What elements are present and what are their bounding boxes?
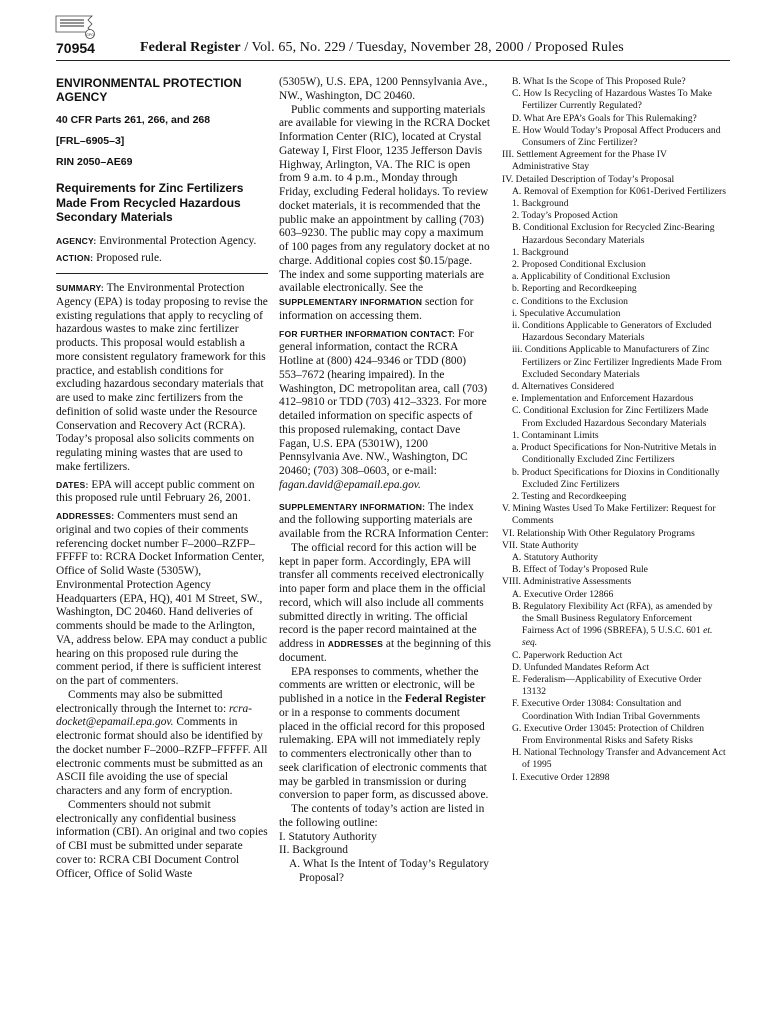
public-comments-paragraph [279,104,491,324]
addresses-label: ADDRESSES: [56,511,115,521]
outline-item: e. Implementation and Enforcement Hazardous [512,393,694,405]
outline-item: IV. Detailed Description of Today’s Proposal [502,173,675,185]
official-tail: at the beginning of this document. [279,638,491,664]
outline-item: iii. Conditions Applicable to Manufacturers of Zinc Fertilizers or Zinc Fertilizer Ingredients Made From Excluded Secondary Materials [512,344,722,380]
outline-item: 2. Today’s Proposed Action [512,210,618,222]
dates-paragraph [56,479,268,507]
agency-heading: ENVIRONMENTAL PROTECTION AGENCY [56,76,242,104]
further-info-text: For general information, contact the RCRA Hotline at (800) 424–9346 or TDD (800) 553–7672 (hearing impaired). In the Washington, DC metropolitan area, call (703) 412–9810 or TDD (703) 412–3323. For more detailed information on specific aspects of this proposed rulemaking, contact Dave Fagan, U.S. EPA (5301W), 1200 Pennsylvania Ave. NW., Washington, DC 20460; (703) 308–0603, or e-mail: [279,327,488,477]
outline-item: b. Reporting and Recordkeeping [512,283,637,295]
outline-item: a. Applicability of Conditional Exclusion [512,271,671,283]
outline-item: B. Effect of Today’s Proposed Rule [512,564,648,576]
header-citation: / Vol. 65, No. 229 / Tuesday, November 28, 2000 / Proposed Rules [244,40,624,55]
docket-email-link[interactable]: rcra-docket@epamail.epa.gov. [56,702,253,729]
supplementary-paragraph [279,501,491,542]
summary-text: The Environmental Protection Agency (EPA) is today proposing to revise the existing regulations that apply to recycling of hazardous wastes to make zinc fertilizer products. This proposal would establish a more consistent regulatory framework for this practice, and establish conditions for excluding hazardous secondary materials that are used to make zinc fertilizers from the definition of solid waste under the Resource Conservation and Recovery Act (RCRA). Today’s proposal also solicits comments on regulating mining wastes that are used to make fertilizers. [56,282,268,473]
outline-item: a. Product Specifications for Non-Nutritive Metals in Conditionally Excluded Zinc Fertilizers [512,442,717,466]
frl-number: [FRL–6905–3] [56,135,125,147]
outline-item: 2. Testing and Recordkeeping [512,490,627,502]
outline-item: i. Speculative Accumulation [512,307,621,319]
official-text: The official record for this action will be kept in paper form. Accordingly, EPA will transfer all comments received electronically into paper form and place them in the official record, which will also include all comments submitted directly in writing. The official record is the paper record maintained at the address in [279,541,486,650]
summary-label: SUMMARY: [56,283,104,293]
dates-label: DATES: [56,479,89,490]
responses-text-b: or in a response to comments document placed in the official record for this proposed rulemaking. EPA will not immediately reply to commenters electronically other than to seek clarification of electronic comments that may be garbled in transmission or during conversion to paper form, as discussed above. [279,706,489,802]
outline-item: E. Federalism—Applicability of Executive Order 13132 [512,673,702,698]
addresses-text: Commenters must send an original and two copies of their comments referencing docket number F–2000–RZFP–FFFFF to: RCRA Docket Information Center, Office of Solid Waste (5305W), Environmental Protection Agency Headquarters (EPA, HQ), 401 M Street, SW., Washington, DC 20460. Hand deliveries of comments should be made to the Arlington, VA, address below. EPA may conduct a public hearing on this proposed rule during the comment period, if there is sufficient interest on the part of commenters. [56,510,267,687]
outline-item: 1. Background [512,246,569,258]
contents-paragraph: The contents of today’s action are listed in the following outline: [279,803,485,829]
further-info-label: FOR FURTHER INFORMATION CONTACT: [279,328,456,339]
supplementary-label: SUPPLEMENTARY INFORMATION: [279,501,426,512]
outline-item: C. Paperwork Reduction Act [512,649,623,661]
agency-line [56,235,268,249]
outline-item: D. Unfunded Mandates Reform Act [512,661,650,673]
cfr-parts: 40 CFR Parts 261, 266, and 268 [56,114,211,126]
outline-item-italic: et. seq. [522,625,713,649]
electronic-rest: Comments in electronic format should also be identified by the docket number F–2000–RZFP–FFFFF. All electronic comments must be submitted as an ASCII file avoiding the use of special characters and any form of encryption. [56,716,268,797]
cbi-paragraph: Commenters should not submit electronically any confidential business information (CBI). An original and two copies of CBI must be submitted under separate cover to: RCRA CBI Document Control Officer, Office of Solid Waste [56,798,268,880]
outline-item: A. Statutory Authority [512,551,599,563]
public-tail: section for information on accessing them. [279,296,474,322]
outline-item: c. Conditions to the Exclusion [512,295,628,307]
outline-item: I. Statutory Authority [279,830,377,843]
outline-item: D. What Are EPA’s Goals for This Rulemaking? [512,112,697,124]
outline-item: B. Conditional Exclusion for Recycled Zinc-Bearing Hazardous Secondary Materials [512,222,715,246]
outline-item: H. National Technology Transfer and Advancement Act of 1995 [512,747,726,771]
outline-item: G. Executive Order 13045: Protection of Children From Environmental Risks and Safety Risks [512,722,705,746]
header-rule [56,60,730,61]
action-label: ACTION: [56,253,94,264]
outline-item: VI. Relationship With Other Regulatory Programs [502,527,695,539]
outline-item: A. Removal of Exemption for K061-Derived Fertilizers [512,185,726,197]
outline-item [502,601,726,650]
public-text: Public comments and supporting materials are available for viewing in the RCRA Docket Information Center (RIC), located at Crystal Gateway I, First Floor, 1235 Jefferson Davis Highway, Arlington, VA. The RIC is open from 9 a.m. to 4 p.m., Monday through Friday, excluding Federal holidays. To review docket materials, it is recommended that the public make an appointment by calling (703) 603–9230. The public may copy a maximum of 100 pages from any regulatory docket at no charge. Additional copies cost $0.15/page. The index and some supporting materials are available electronically. See the [279,103,490,295]
dates-text: EPA will accept public comment on this proposed rule until February 26, 2001. [56,478,255,505]
epa-responses-paragraph [279,666,491,804]
gpo-authentication-seal-icon [54,12,98,40]
column-3-outline [502,76,726,784]
electronic-comments-paragraph [56,689,268,799]
running-header [140,40,624,56]
official-record-paragraph [279,542,491,666]
public-supp-label: SUPPLEMENTARY INFORMATION [279,297,423,307]
outline-item: b. Product Specifications for Dioxins in Conditionally Excluded Zinc Fertilizers [512,466,720,490]
outline-item: II. Background [279,844,348,857]
addresses-paragraph [56,510,268,689]
federal-register-ref: Federal Register [404,693,486,705]
outline-item: V. Mining Wastes Used To Make Fertilizer: Request for Comments [502,503,716,527]
outline-item: 1. Background [512,198,569,210]
column-1 [56,76,268,881]
outline-item-text: B. Regulatory Flexibility Act (RFA), as amended by the Small Business Regulatory Enforcement Fairness Act of 1996 (SBREFA), 5 U.S.C. 601 [512,600,713,637]
rule-title: Requirements for Zinc Fertilizers Made From Recycled Hazardous Secondary Materials [56,181,244,224]
action-line [56,252,268,266]
outline-item: C. Conditional Exclusion for Zinc Fertilizers Made From Excluded Hazardous Secondary Materials [512,405,709,429]
further-info-paragraph [279,328,491,493]
address-continuation: (5305W), U.S. EPA, 1200 Pennsylvania Ave., NW., Washington, DC 20460. [279,76,488,102]
outline-item: I. Executive Order 12898 [512,771,610,783]
outline-item: III. Settlement Agreement for the Phase IV Administrative Stay [502,149,667,173]
outline-item: E. How Would Today’s Proposal Affect Producers and Consumers of Zinc Fertilizer? [512,124,721,149]
contact-email-link[interactable]: fagan.david@epamail.epa.gov. [279,478,421,491]
outline-item: ii. Conditions Applicable to Generators of Excluded Hazardous Secondary Materials [512,320,712,344]
supplementary-text: The index and the following supporting materials are available from the RCRA Information Center: [279,500,489,540]
outline-item: d. Alternatives Considered [512,381,615,393]
electronic-intro: Comments may also be submitted electronically through the Internet to: [56,688,227,715]
official-addresses-label: ADDRESSES [327,639,384,649]
outline-item: VIII. Administrative Assessments [502,576,632,588]
outline-item: 1. Contaminant Limits [512,429,599,441]
outline-item: C. How Is Recycling of Hazardous Wastes To Make Fertilizer Currently Regulated? [512,88,712,112]
summary-paragraph [56,282,268,475]
column-2 [279,76,491,886]
agency-text: Environmental Protection Agency. [99,234,257,247]
journal-name: Federal Register [140,40,241,55]
outline-item: A. What Is the Intent of Today’s Regulatory Proposal? [289,858,489,884]
svg-text:GPO: GPO [86,32,94,37]
outline-item: A. Executive Order 12866 [512,588,614,600]
page-number: 70954 [56,40,95,56]
action-text: Proposed rule. [96,252,162,265]
section-divider [56,273,268,274]
responses-text-a: EPA responses to comments, whether the comments are written or electronic, will be published in a notice in the [279,665,479,705]
outline-item: VII. State Authority [502,539,579,551]
agency-label: AGENCY: [56,235,97,246]
outline-item: 2. Proposed Conditional Exclusion [512,259,646,271]
outline-item: B. What Is the Scope of This Proposed Rule? [512,76,686,87]
outline-item: F. Executive Order 13084: Consultation and Coordination With Indian Tribal Governments [512,698,700,722]
rin-number: RIN 2050–AE69 [56,156,133,168]
